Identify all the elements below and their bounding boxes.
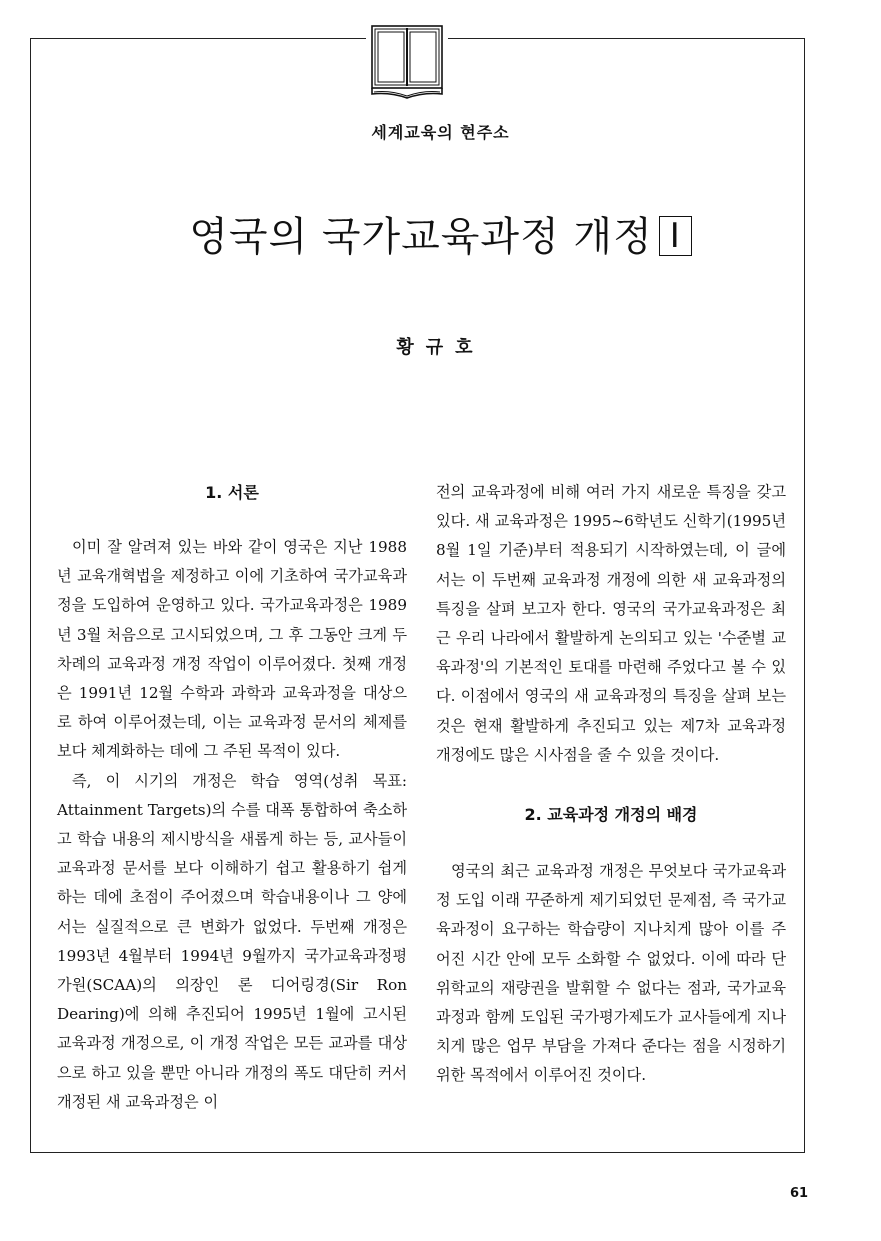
- body-paragraph: 이미 잘 알려져 있는 바와 같이 영국은 지난 1988년 교육개혁법을 제정하고 이에 기초하여 국가교육과정을 도입하여 운영하고 있다. 국가교육과정은 1989년 3월 처음으로 고시되었으며, 그 후 그동안 크게 두 차례의 교육과정 개정 작업이 이루어졌다. 첫째 개정은 1991년 12월 수학과 과학과 교육과정을 대상으로 하여 이루어졌는데, 이는 교육과정 문서의 체제를 보다 체계화하는 데에 그 주된 목적이 있다.: [57, 538, 407, 761]
- right-column: [436, 478, 786, 1091]
- body-paragraph: 영국의 최근 교육과정 개정은 무엇보다 국가교육과정 도입 이래 꾸준하게 제기되었던 문제점, 즉 국가교육과정이 요구하는 학습량이 지나치게 많아 이를 주어진 시간 안에 모두 소화할 수 없었다. 이에 따라 단위학교의 재량권을 발휘할 수 없다는 점과, 국가교육과정과 함께 도입된 국가평가제도가 교사들에게 지나치게 많은 업무 부담을 가져다 준다는 점을 시정하기 위한 목적에서 이루어진 것이다.: [436, 862, 786, 1085]
- page-number: 61: [790, 1186, 809, 1201]
- open-book-icon: [366, 22, 448, 104]
- article-title: [0, 205, 881, 262]
- body-paragraph: 즉, 이 시기의 개정은 학습 영역(성취 목표: Attainment Targets)의 수를 대폭 통합하여 축소하고 학습 내용의 제시방식을 새롭게 하는 등, 교사들이 교육과정 문서를 보다 이해하기 쉽고 활용하기 쉽게 하는 데에 초점이 주어졌으며 학습내용이나 그 양에서는 실질적으로 큰 변화가 없었다. 두번째 개정은 1993년 4월부터 1994년 9월까지 국가교육과정평가원(SCAA)의 의장인 론 디어링경(Sir Ron Dearing)에 의해 추진되어 1995년 1월에 고시된 교육과정 개정으로, 이 개정 작업은 모든 교과를 대상으로 하고 있을 뿐만 아니라 개정의 폭도 대단히 커서 개정된 새 교육과정은 이: [57, 771, 407, 1111]
- section-heading-background: 2. 교육과정 개정의 배경: [524, 805, 698, 825]
- author-name: 황규호: [396, 337, 485, 358]
- body-paragraph-continued: 전의 교육과정에 비해 여러 가지 새로운 특징을 갖고 있다. 새 교육과정은 1995~6학년도 신학기(1995년 8월 1일 기준)부터 적용되기 시작하였는데, 이 글에서는 이 두번째 교육과정 개정에 의한 새 교육과정의 특징을 살펴 보고자 한다. 영국의 국가교육과정은 최근 우리 나라에서 활발하게 논의되고 있는 '수준별 교육과정'의 기본적인 토대를 마련해 주었다고 볼 수 있다. 이점에서 영국의 새 교육과정의 특징을 살펴 보는 것은 현재 활발하게 추진되고 있는 제7차 교육과정 개정에도 많은 시사점을 줄 수 있을 것이다.: [436, 483, 786, 764]
- left-column: [57, 478, 407, 1117]
- section-label: 세계교육의 현주소: [371, 123, 510, 142]
- article-title-text: 영국의 국가교육과정 개정: [189, 214, 653, 260]
- section-heading-introduction: 1. 서론: [205, 483, 259, 502]
- part-number-badge: I: [659, 216, 692, 256]
